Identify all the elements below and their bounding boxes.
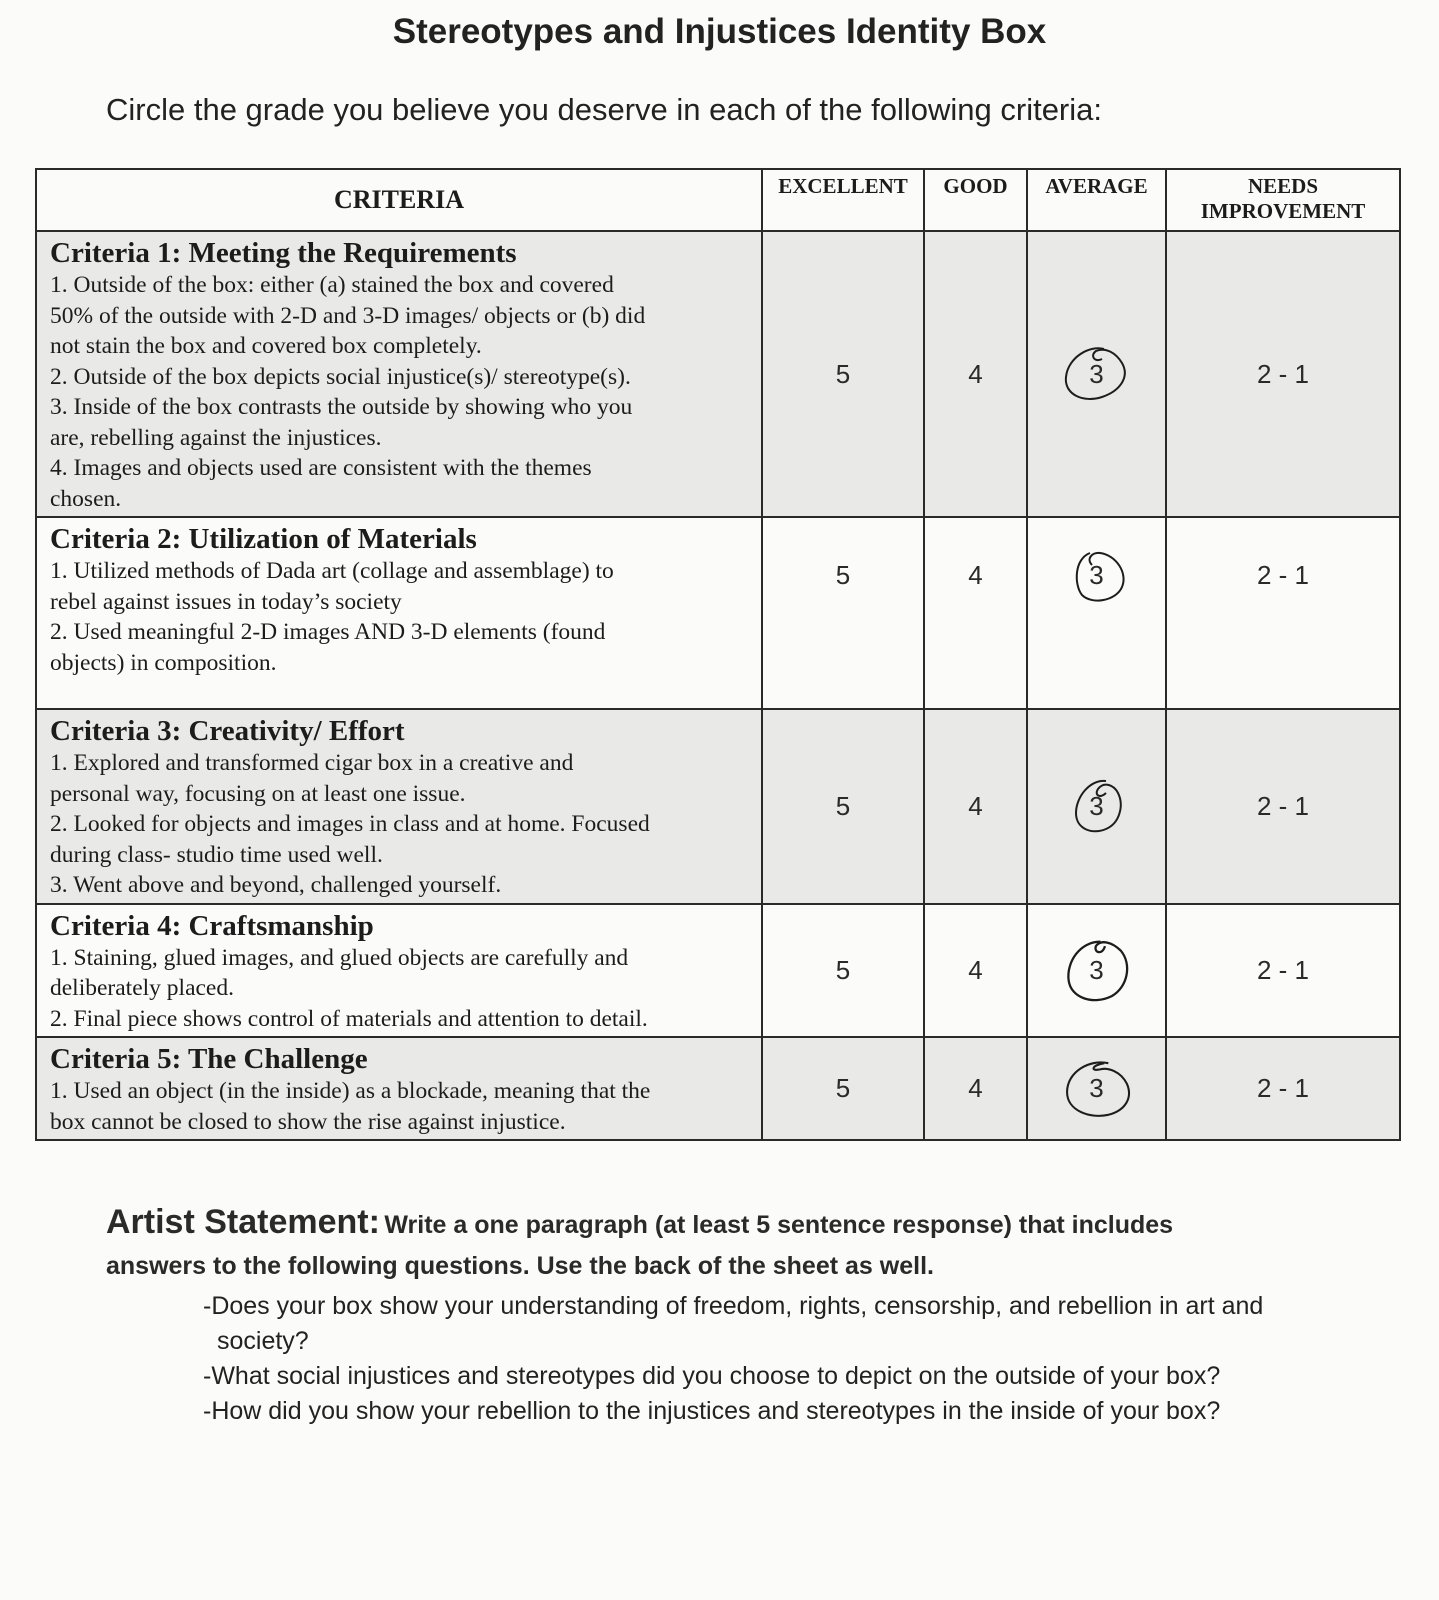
page-title: Stereotypes and Injustices Identity Box	[392, 12, 1047, 51]
criteria-line: 2. Used meaningful 2-D images AND 3-D elements (found	[50, 619, 606, 645]
score-needs-improvement[interactable]: 2 - 1	[1166, 904, 1400, 1038]
criteria-line: 1. Outside of the box: either (a) stained the box and covered	[50, 272, 614, 298]
table-row	[36, 904, 1400, 1038]
criteria-cell	[36, 1037, 762, 1140]
score-good[interactable]: 4	[924, 231, 1027, 517]
score-average-circled[interactable]	[1089, 955, 1103, 986]
score-average-cell[interactable]	[1027, 709, 1166, 904]
criteria-cell	[36, 231, 762, 517]
score-good[interactable]: 4	[924, 709, 1027, 904]
score-needs-improvement[interactable]: 2 - 1	[1166, 231, 1400, 517]
score-excellent[interactable]: 5	[762, 231, 924, 517]
question-text: -Does your box show your understanding of freedom, rights, censorship, and rebellion in art and	[203, 1292, 1264, 1320]
criteria-title: Criteria 2: Utilization of Materials	[50, 523, 477, 555]
question-text: -What social injustices and stereotypes did you choose to depict on the outside of your box?	[203, 1362, 1221, 1390]
question-item	[203, 1359, 1363, 1394]
criteria-line: 2. Final piece shows control of materials and attention to detail.	[50, 1005, 648, 1032]
criteria-line: 1. Explored and transformed cigar box in a creative and	[50, 750, 574, 776]
header-average: AVERAGE	[1027, 169, 1166, 231]
artist-statement-lead-1: Write a one paragraph (at least 5 sentence response) that includes	[384, 1211, 1174, 1239]
question-item	[203, 1394, 1363, 1429]
criteria-cell	[36, 709, 762, 904]
criteria-line: chosen.	[50, 485, 122, 512]
instruction-text: Circle the grade you believe you deserve in each of the following criteria:	[106, 92, 1102, 127]
score-average-cell[interactable]	[1027, 231, 1166, 517]
score-excellent[interactable]: 5	[762, 904, 924, 1038]
criteria-title: Criteria 4: Craftsmanship	[50, 909, 374, 942]
score-average-cell[interactable]	[1027, 517, 1166, 709]
criteria-line: 1. Utilized methods of Dada art (collage and assemblage) to	[50, 558, 614, 584]
criteria-line: 50% of the outside with 2-D and 3-D images/ objects or (b) did	[50, 302, 646, 329]
criteria-line: 3. Went above and beyond, challenged yourself.	[50, 872, 502, 898]
score-average: 3	[1089, 954, 1104, 985]
rubric-table	[35, 168, 1401, 1141]
criteria-title: Criteria 1: Meeting the Requirements	[50, 237, 517, 269]
header-needs-line1: NEEDS	[1247, 174, 1319, 198]
criteria-line: 2. Outside of the box depicts social injustice(s)/ stereotype(s).	[50, 363, 631, 390]
score-good[interactable]: 4	[924, 1037, 1027, 1140]
artist-statement-lead-2: answers to the following questions. Use the back of the sheet as well.	[106, 1252, 934, 1280]
score-needs-improvement[interactable]: 2 - 1	[1166, 1037, 1400, 1140]
score-excellent[interactable]: 5	[762, 517, 924, 709]
artist-statement	[106, 1203, 1406, 1287]
question-text: -How did you show your rebellion to the injustices and stereotypes in the inside of your box?	[203, 1397, 1221, 1425]
score-average-cell[interactable]	[1027, 904, 1166, 1038]
score-excellent[interactable]: 5	[762, 709, 924, 904]
score-average-cell[interactable]	[1027, 1037, 1166, 1140]
criteria-cell	[36, 904, 762, 1038]
criteria-line: 4. Images and objects used are consistent with the themes	[50, 455, 592, 481]
criteria-line: objects) in composition.	[50, 649, 277, 676]
table-row	[36, 231, 1400, 517]
header-needs-improvement	[1166, 169, 1400, 231]
criteria-line: 3. Inside of the box contrasts the outside by showing who you	[50, 394, 633, 420]
header-criteria: CRITERIA	[36, 169, 762, 231]
criteria-title: Criteria 5: The Challenge	[50, 1043, 368, 1075]
question-list	[203, 1289, 1363, 1429]
header-excellent: EXCELLENT	[762, 169, 924, 231]
question-item	[203, 1289, 1363, 1359]
header-good: GOOD	[924, 169, 1027, 231]
score-average: 3	[1089, 358, 1104, 389]
criteria-line: 1. Staining, glued images, and glued objects are carefully and	[50, 944, 629, 971]
rubric-header-row	[36, 169, 1400, 231]
criteria-line: 1. Used an object (in the inside) as a blockade, meaning that the	[50, 1078, 651, 1104]
score-needs-improvement[interactable]: 2 - 1	[1166, 517, 1400, 709]
criteria-line: 2. Looked for objects and images in class and at home. Focused	[50, 811, 650, 837]
header-needs-line2: IMPROVEMENT	[1200, 199, 1366, 223]
score-average-circled[interactable]	[1089, 1073, 1103, 1104]
score-good[interactable]: 4	[924, 517, 1027, 709]
criteria-line: personal way, focusing on at least one issue.	[50, 780, 466, 807]
criteria-title: Criteria 3: Creativity/ Effort	[50, 715, 405, 747]
score-good[interactable]: 4	[924, 904, 1027, 1038]
score-average: 3	[1089, 790, 1104, 821]
score-average: 3	[1089, 1073, 1104, 1103]
score-average: 3	[1089, 560, 1104, 590]
criteria-line: not stain the box and covered box completely.	[50, 333, 482, 359]
criteria-line: during class- studio time used well.	[50, 841, 383, 868]
artist-statement-heading: Artist Statement:	[106, 1203, 380, 1241]
table-row	[36, 709, 1400, 904]
criteria-line: deliberately placed.	[50, 975, 234, 1001]
criteria-line: box cannot be closed to show the rise against injustice.	[50, 1108, 566, 1135]
question-text-cont: society?	[217, 1327, 309, 1355]
criteria-line: are, rebelling against the injustices.	[50, 424, 382, 451]
criteria-line: rebel against issues in today’s society	[50, 588, 402, 615]
score-average-circled[interactable]	[1089, 560, 1103, 591]
table-row	[36, 517, 1400, 709]
criteria-cell	[36, 517, 762, 709]
score-average-circled[interactable]	[1089, 791, 1103, 822]
score-needs-improvement[interactable]: 2 - 1	[1166, 709, 1400, 904]
table-row	[36, 1037, 1400, 1140]
score-excellent[interactable]: 5	[762, 1037, 924, 1140]
score-average-circled[interactable]	[1089, 359, 1103, 390]
